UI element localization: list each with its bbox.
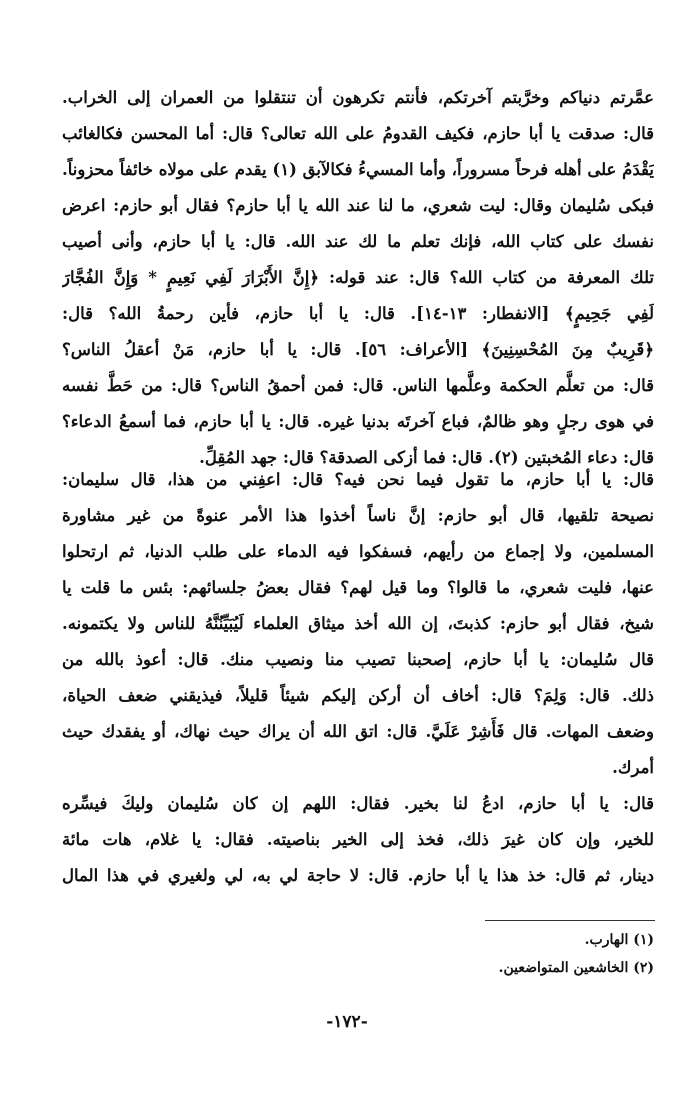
text-line: فبكى سُليمان وقال: ليت شعري، ما لنا عند الله يا أبا حازم؟ فقال أبو حازم: اعرض	[62, 196, 654, 215]
text-line: قال سُليمان: يا أبا حازم، إصحبنا تصيب منا ونصيب منك. قال: أعوذ بالله من	[62, 650, 654, 669]
text-line: قال: يا أبا حازم، ما تقول فيما نحن فيه؟ قال: اعفِني من هذا، قال سليمان:	[62, 470, 654, 489]
text-line: قال: صدقت يا أبا حازم، فكيف القدومُ على الله تعالى؟ قال: أما المحسن فكالغائب	[62, 124, 654, 143]
page-number: -١٧٢-	[326, 1012, 368, 1032]
text-line: قال: يا أبا حازم، ادعُ لنا بخير. فقال: اللهم إن كان سُليمان وليكَ فيسِّره	[62, 794, 654, 813]
text-line: عمَّرتم دنياكم وخرَّبتم آخرتكم، فأنتم تكرهون أن تنتقلوا من العمران إلى الخراب.	[62, 88, 654, 107]
text-line: في هوى رجلٍ وهو ظالمٌ، فباع آخرتَه بدنيا غيره. قال: يا أبا حازم، فما أسمعُ الدعاء؟	[62, 412, 654, 431]
text-line: أمرك.	[612, 758, 654, 777]
text-line: نفسك على كتاب الله، فإنك تعلم ما لك عند الله. قال: يا أبا حازم، وأنى أصيب	[62, 232, 654, 251]
footnotes	[254, 926, 654, 982]
paragraph-2	[62, 462, 654, 786]
text-line: يَقْدَمُ على أهله فرحاً مسروراً، وأما المسيءُ فكالآبق (١) يقدم على مولاه خائفاً محزوناً.	[62, 160, 654, 179]
text-line: وضعف المهات. قال فَأَشِرْ عَلَيَّ. قال: اتق الله أن يراك حيث نهاك، أو يفقدك حيث	[62, 722, 654, 741]
text-line: ذلك. قال: وَلِمَ؟ قال: أخاف أن أركن إليكم شيئاً قليلاً، فيذيقني ضعف الحياة،	[62, 686, 654, 705]
text-line: تلك المعرفة من كتاب الله؟ قال: عند قوله: ﴿إِنَّ الأَبْرَارَ لَفِي نَعِيمٍ * وَإِنَّ الفُجَّارَ	[62, 268, 654, 287]
footnote-2: (٢) الخاشعين المتواضعين.	[498, 960, 654, 976]
text-line: لَفِي جَحِيمٍ﴾ [الانفطار: ١٣-١٤]. قال: يا أبا حازم، فأين رحمةُ الله؟ قال:	[62, 304, 654, 323]
text-line: ﴿قَرِيبٌ مِنَ المُحْسِنِينَ﴾ [الأعراف: ٥٦]. قال: يا أبا حازم، مَنْ أعقلُ الناس؟	[62, 340, 654, 359]
text-line: المسلمين، ولا إجماع من رأيهم، فسفكوا فيه الدماء على طلب الدنيا، ثم ارتحلوا	[62, 542, 654, 561]
paragraph-3	[62, 786, 654, 894]
text-line: قال: دعاء المُخبتين (٢). قال: فما أزكى الصدقة؟ قال: جهد المُقِلِّ.	[199, 448, 654, 467]
text-line: نصيحة تلقيها، قال أبو حازم: إنَّ ناساً أخذوا هذا الأمر عنوةً من غير مشاورة	[62, 506, 654, 525]
text-line: دينار، ثم قال: خذ هذا يا أبا حازم. قال: لا حاجة لي به، لي ولغيري في هذا المال	[62, 866, 654, 885]
text-line: قال: من تعلَّم الحكمة وعلَّمها الناس. قال: فمن أحمقُ الناس؟ قال: من حَطَّ نفسه	[62, 376, 654, 395]
text-line: عنها، فليت شعري، ما قالوا؟ وما قيل لهم؟ فقال بعضُ جلسائهم: بئس ما قلت يا	[62, 578, 654, 597]
text-line: للخير، وإن كان غيرَ ذلك، فخذ إلى الخير بناصيته. فقال: يا غلام، هات مائة	[62, 830, 654, 849]
paragraph-1	[62, 80, 654, 476]
text-line: شيخ، فقال أبو حازم: كذبتَ، إن الله أخذ ميثاق العلماء لَيُبَيِّنُنَّهُ للناس ولا يكتمونه.	[62, 614, 654, 633]
footnote-divider	[485, 920, 655, 921]
footnote-1: (١) الهارب.	[584, 932, 654, 948]
